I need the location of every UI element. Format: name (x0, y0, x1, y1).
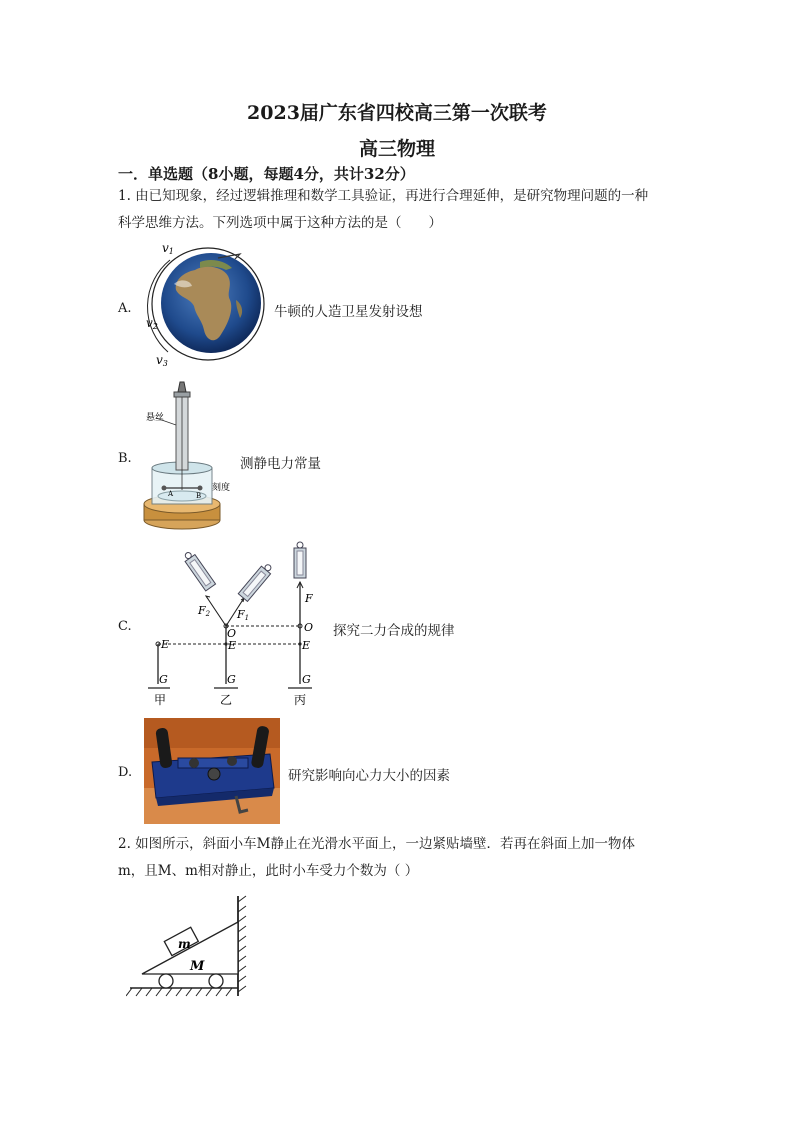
q1-option-d-letter: D. (118, 765, 133, 780)
label-f2: F2 (198, 604, 211, 618)
label-v1: v1 (162, 241, 174, 256)
label-scale: 刻度 (212, 483, 231, 493)
label-wire: 悬丝 (146, 413, 165, 423)
torsion-balance-figure (142, 380, 242, 532)
q1-option-a-letter: A. (118, 301, 132, 316)
spring-scale-left-icon (182, 550, 216, 591)
q1-option-b-text: 测静电力常量 (240, 456, 321, 472)
centripetal-apparatus-photo (144, 718, 280, 824)
q1-line1: 1. 由已知现象，经过逻辑推理和数学工具验证，再进行合理延伸，是研究物理问题的一种 (118, 188, 649, 204)
label-bing: 丙 (294, 693, 307, 707)
label-v3: v3 (156, 353, 168, 368)
label-m-big: M (190, 959, 205, 974)
section-heading: 一．单选题（8小题，每题4分，共计32分） (118, 165, 415, 183)
bing-label-e: E (302, 639, 311, 652)
q1-option-c-letter: C. (118, 619, 132, 634)
ball-right (227, 756, 237, 766)
yi-label-e: E (228, 639, 237, 652)
q2-line1: 2. 如图所示，斜面小车M静止在光滑水平面上，一边紧贴墙壁．若再在斜面上加一物体 (118, 836, 635, 852)
label-a: A (168, 490, 174, 498)
jia-label-e: E (161, 638, 170, 651)
q1-option-d-text: 研究影响向心力大小的因素 (288, 768, 450, 784)
spring-scale-right-icon (238, 562, 274, 602)
ball-b (198, 486, 203, 491)
wheel-right (209, 974, 223, 988)
label-yi: 乙 (220, 693, 233, 707)
bing-label-g: G (302, 673, 311, 686)
ground-hatching (126, 988, 232, 996)
q1-option-a-text: 牛顿的人造卫星发射设想 (274, 304, 423, 320)
earth-satellite-figure (140, 240, 275, 370)
ball-a (162, 486, 167, 491)
yi-label-o: O (227, 627, 237, 640)
label-f1: F1 (237, 608, 250, 622)
label-jia: 甲 (154, 693, 167, 707)
q1-option-b-letter: B. (118, 451, 132, 466)
label-v2: v2 (146, 316, 158, 331)
incline-cart-figure (126, 892, 254, 1004)
rail-slot (178, 758, 248, 768)
bing-label-f: F (305, 592, 313, 605)
force-composition-figure (144, 540, 324, 710)
bing-label-o: O (304, 621, 314, 634)
q1-line2: 科学思维方法。下列选项中属于这种方法的是（ ） (118, 215, 442, 231)
wall-hatching (238, 896, 246, 992)
yi-label-g: G (227, 673, 236, 686)
exam-title: 2023届广东省四校高三第一次联考 (247, 102, 547, 124)
spring-scale-vertical-icon (294, 542, 306, 578)
torsion-head-icon (178, 382, 186, 392)
q2-line2: m，且M、m相对静止，此时小车受力个数为（ ） (118, 863, 419, 879)
ball-left (189, 758, 199, 768)
q1-option-c-text: 探究二力合成的规律 (333, 623, 455, 639)
tube-cap (174, 392, 190, 397)
pulley-center (208, 768, 220, 780)
yi-arrow-f2 (206, 596, 210, 599)
jia-label-g: G (159, 673, 168, 686)
label-b: B (196, 492, 202, 500)
label-m-small: m (178, 937, 191, 951)
exam-subject: 高三物理 (358, 138, 435, 160)
wheel-left (159, 974, 173, 988)
